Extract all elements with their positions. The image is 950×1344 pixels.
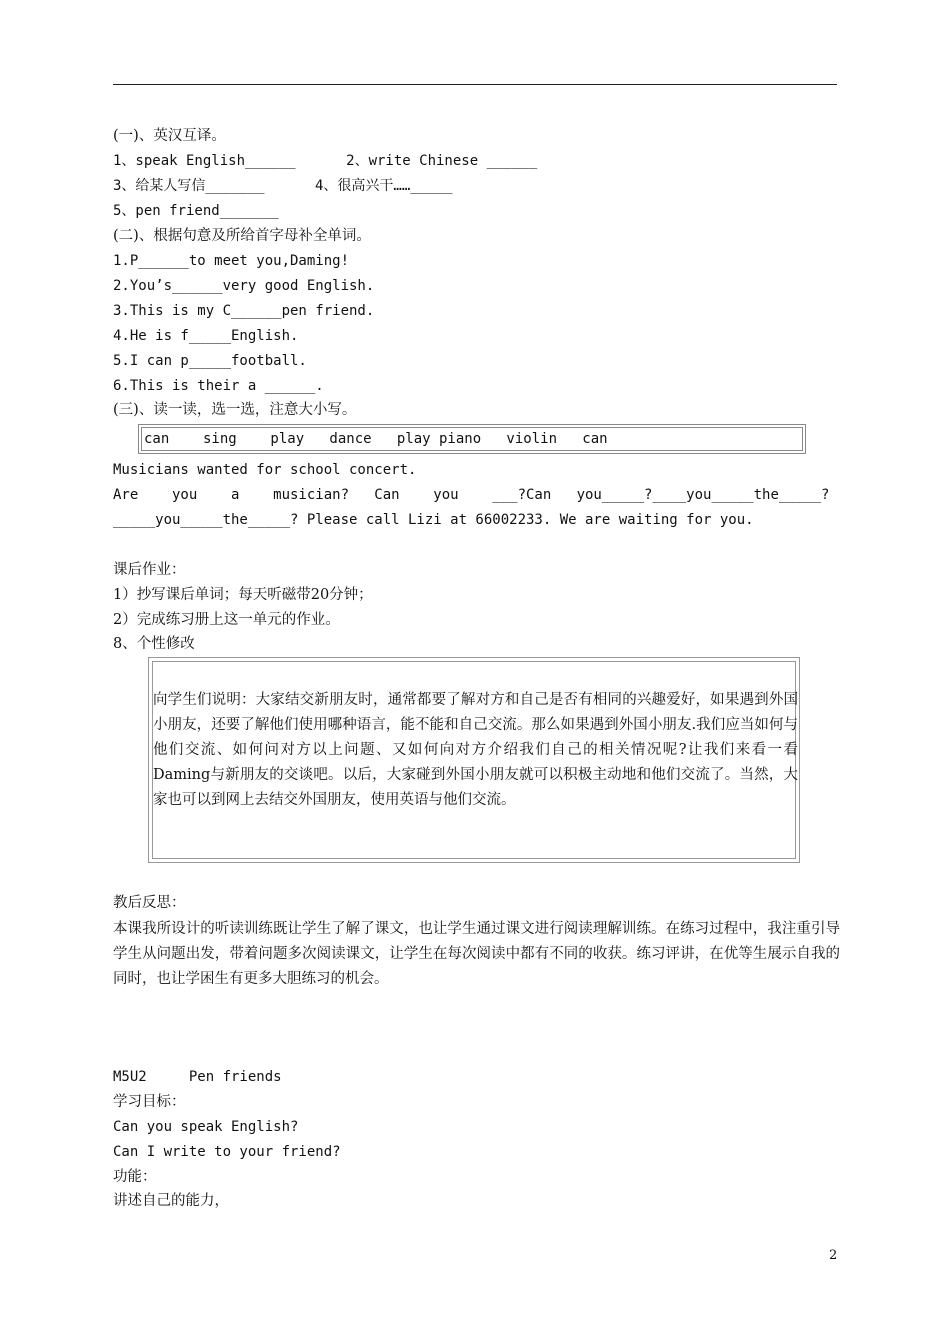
lesson-heading: M5U2 Pen friends [113,1069,282,1085]
goal-1: Can you speak English? [113,1119,299,1135]
section2-item-6: 6.This is their a ______. [113,378,324,394]
teaching-note-text: 向学生们说明：大家结交新朋友时，通常都要了解对方和自己是否有相同的兴趣爱好，如果遇到外国小朋友，还要了解他们使用哪种语言，能不能和自己交流。那么如果遇到外国小朋友.我们应当如何与他们交流、如何问对方以上问题、又如何向对方介绍我们自己的相关情况呢?让我们来看一看Daming与新朋友的交谈吧。以后，大家碰到外国小朋友就可以积极主动地和他们交流了。当然，大家也可以到网上去结交外国朋友，使用英语与他们交流。 [153,692,798,808]
homework-item-3: 8、个性修改 [113,636,195,652]
homework-item-1: 1）抄写课后单词；每天听磁带20分钟； [113,587,373,603]
section1-row2: 3、给某人写信_______ 4、很高兴干……_____ [113,178,453,194]
page-number: 2 [829,1248,838,1263]
section2-item-3: 3.This is my C______pen friend. [113,303,375,319]
function-1: 讲述自己的能力， [113,1193,229,1209]
word-choice-box [138,424,806,454]
section2-item-5: 5.I can p_____football. [113,353,307,369]
section1-title: (一)、英汉互译。 [113,128,226,144]
homework-item-2: 2）完成练习册上这一单元的作业。 [113,612,340,628]
section3-title: (三)、读一读，选一选，注意大小写。 [113,402,357,418]
section2-title: (二)、根据句意及所给首字母补全单词。 [113,228,371,244]
goal-2: Can I write to your friend? [113,1144,341,1160]
section3-line3: _____you_____the_____? Please call Lizi at 66002233. We are waiting for you. [113,512,754,528]
reflection-body: 本课我所设计的听读训练既让学生了解了课文，也让学生通过课文进行阅读理解训练。在练习过程中，我注重引导学生从问题出发，带着问题多次阅读课文，让学生在每次阅读中都有不同的收获。练习评讲，在优等生展示自我的同时，也让学困生有更多大胆练习的机会。 [113,921,840,987]
section1-row1: 1、speak English______ 2、write Chinese ______ [113,153,538,169]
section3-line1: Musicians wanted for school concert. [113,462,417,478]
goals-label: 学习目标： [113,1094,186,1110]
section2-item-1: 1.P______to meet you,Daming! [113,253,350,269]
header-rule [113,84,837,85]
section2-item-2: 2.You’s______very good English. [113,278,375,294]
word-choice-list: can sing play dance play piano violin can [141,427,803,451]
section1-row3: 5、pen friend_______ [113,203,279,219]
reflection-title: 教后反思： [113,895,186,911]
homework-title: 课后作业： [113,562,186,578]
section2-item-4: 4.He is f_____English. [113,328,299,344]
function-label: 功能： [113,1169,157,1185]
section3-line2: Are you a musician? Can you ___?Can you_____?____you_____the_____? [113,487,830,503]
